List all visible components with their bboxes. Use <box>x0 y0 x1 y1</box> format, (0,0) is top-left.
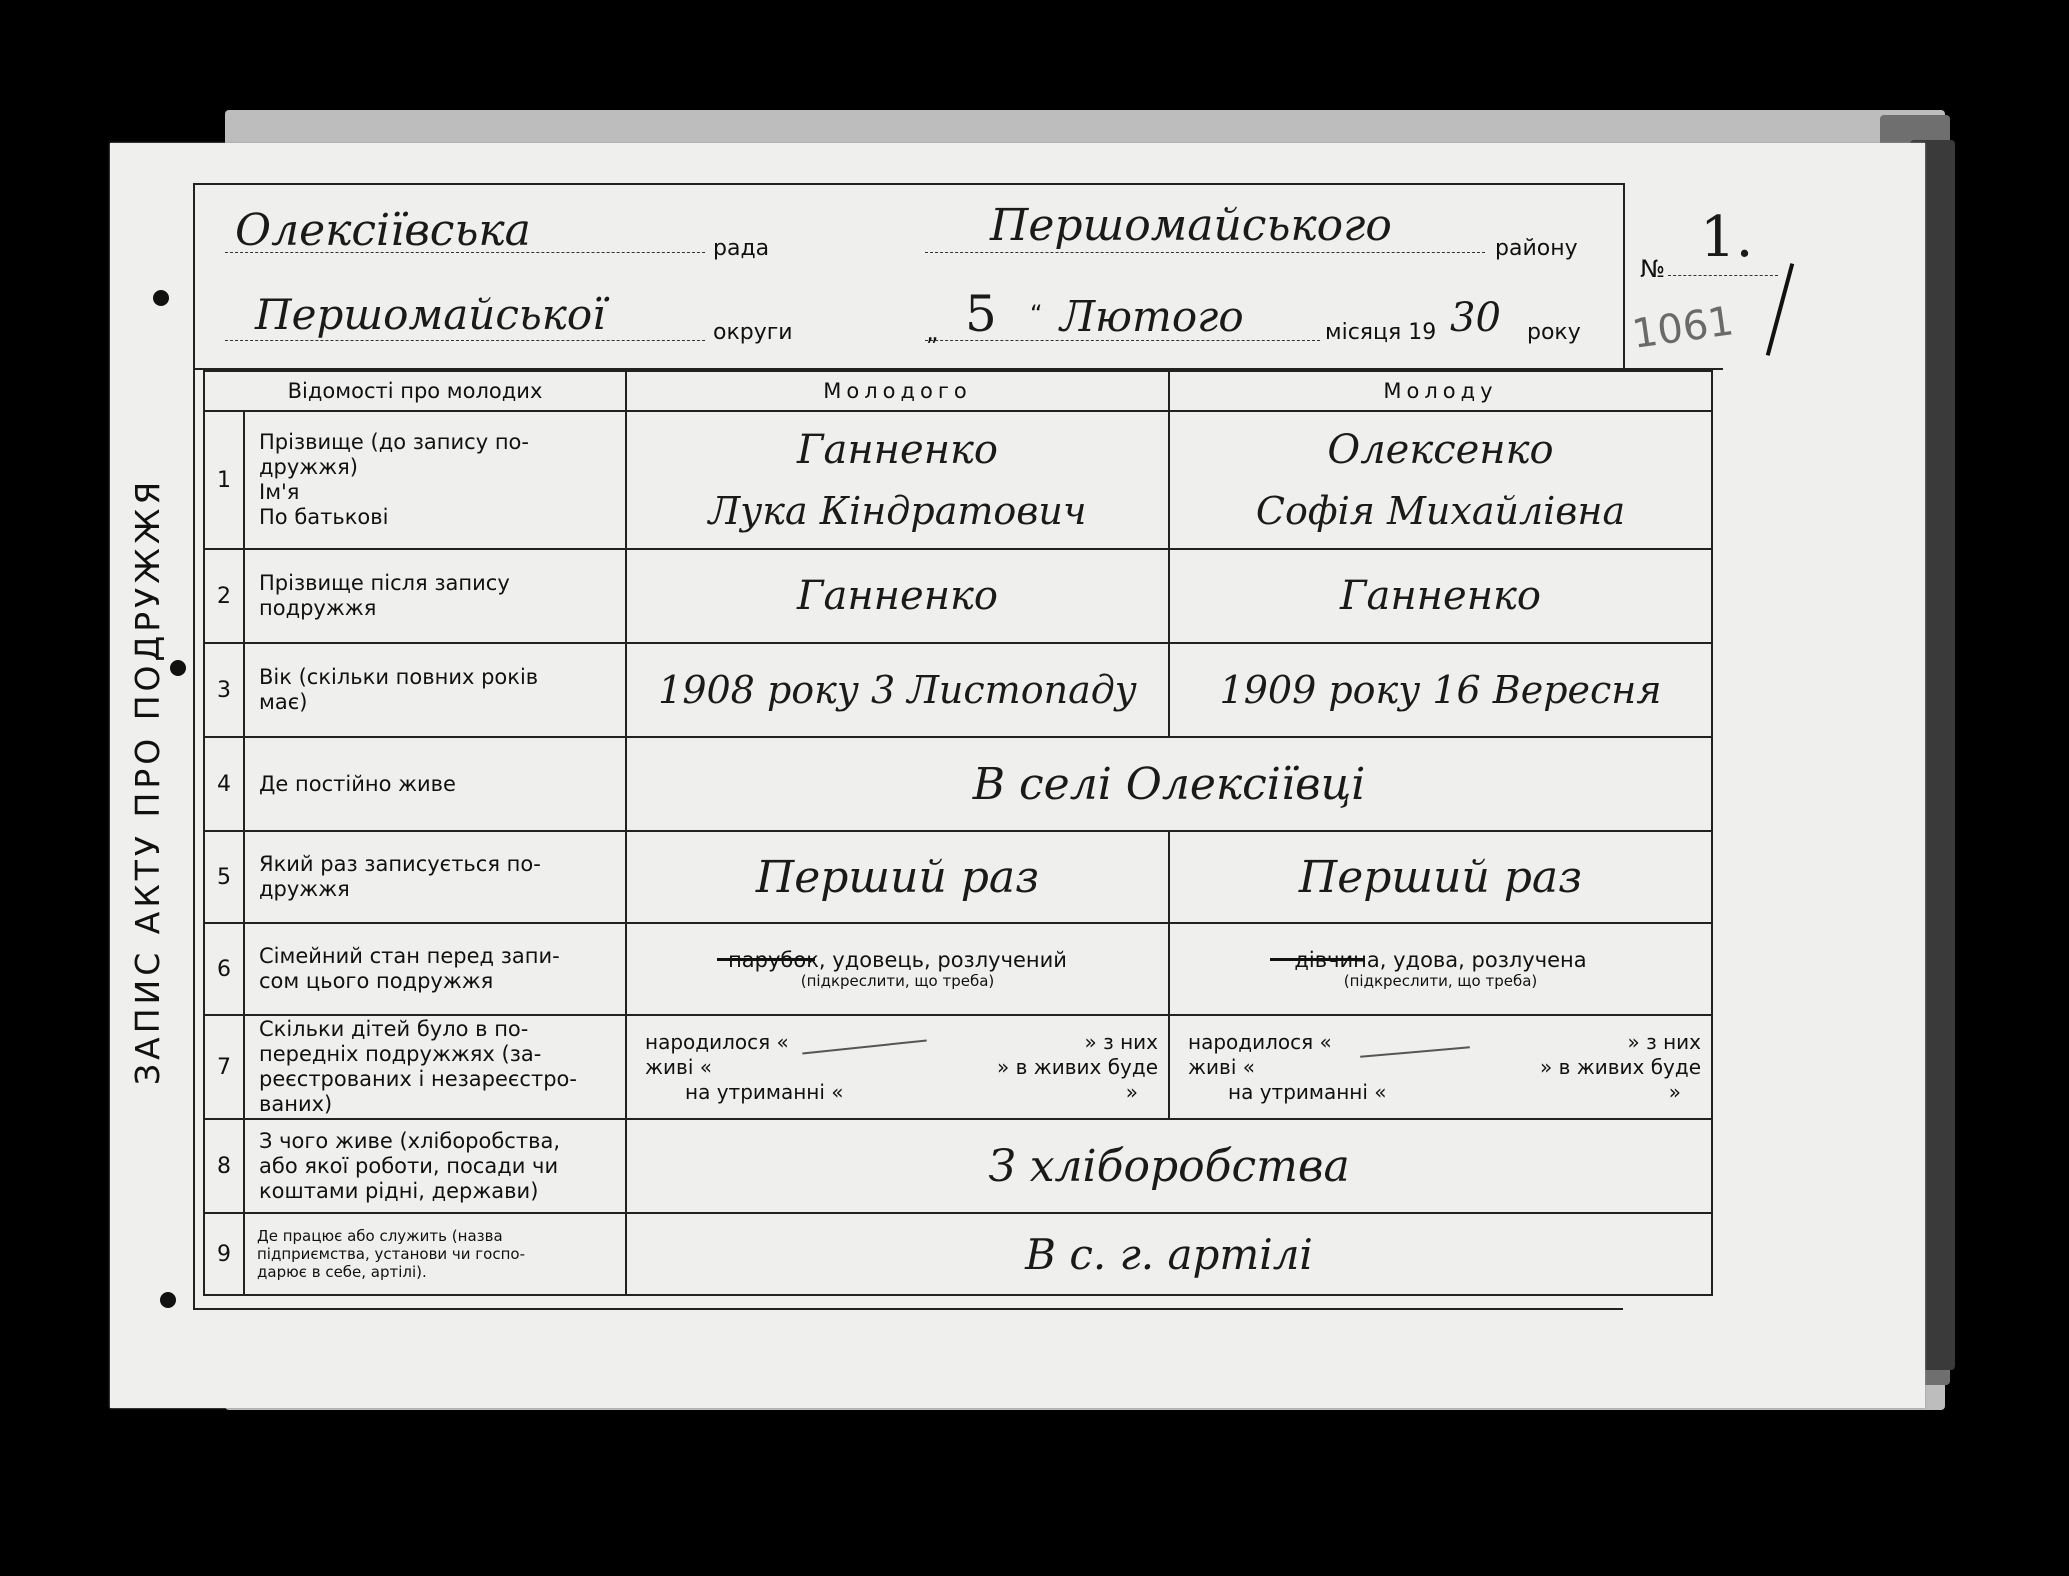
kids-alive2-label: » в живих буде <box>996 1054 1159 1079</box>
kids-alive2-label: » в живих буде <box>1539 1054 1702 1079</box>
okruha-label: округи <box>713 320 793 345</box>
kids-alive-label: живі « <box>645 1054 712 1079</box>
label-line: По батькові <box>259 505 389 529</box>
record-table <box>203 370 1724 1296</box>
rada-line <box>225 252 705 253</box>
stamp-number: 1061 <box>1629 298 1737 358</box>
date-day: 5 <box>965 285 997 343</box>
punch-hole <box>160 1292 176 1308</box>
quote-open: „ <box>926 318 939 346</box>
groom-new-surname: Ганненко <box>626 549 1169 643</box>
bride-firstname: Софія Михайлівна <box>1255 489 1626 533</box>
row-label <box>244 1119 626 1213</box>
bride-status-text: дівчина, удова, розлучена <box>1294 948 1587 972</box>
vertical-title: ЗАПИС АКТУ ПРО ПОДРУЖЖЯ <box>128 477 167 1085</box>
punch-hole <box>153 290 169 306</box>
okruha-value: Першомайської <box>255 290 606 339</box>
row-label <box>244 1213 626 1295</box>
kids-support-label: на утриманні « <box>685 1079 844 1104</box>
number-label: № <box>1640 255 1665 283</box>
label-line: підприємства, установи чи госпо- <box>257 1245 526 1263</box>
groom-marriage-count: Перший раз <box>626 831 1169 923</box>
label-line: Вік (скільки повних років <box>259 665 539 689</box>
label-line: З чого живе (хліборобства, <box>259 1128 560 1153</box>
status-hint: (підкреслити, що треба) <box>1343 972 1538 990</box>
label-line: Прізвище (до запису по- <box>259 430 529 454</box>
label-line: передніх подружжях (за- <box>259 1042 542 1066</box>
label-line: сом цього подружжя <box>259 969 494 993</box>
row-label <box>244 643 626 737</box>
row-number: 5 <box>204 831 244 923</box>
groom-children <box>626 1015 1169 1119</box>
groom-status-options <box>626 923 1169 1015</box>
row-label <box>244 411 626 549</box>
raion-value: Першомайського <box>990 200 1392 251</box>
table-row <box>204 549 1724 643</box>
label-line: дарює в себе, артілі). <box>257 1263 427 1281</box>
kids-of-them-label: » з них <box>1084 1029 1159 1054</box>
kids-close-label: » <box>1668 1079 1682 1104</box>
row-number: 9 <box>204 1213 244 1295</box>
groom-surname: Ганненко <box>797 427 999 473</box>
rada-value: Олексіївська <box>235 205 531 256</box>
table-row <box>204 737 1724 831</box>
label-line: Скільки дітей було в по- <box>259 1017 529 1041</box>
quote-close: “ <box>1030 300 1043 328</box>
bride-children <box>1169 1015 1712 1119</box>
residence: В селі Олексіївці <box>626 737 1712 831</box>
month-label: місяця 19 <box>1325 320 1437 345</box>
bride-marriage-count: Перший раз <box>1169 831 1712 923</box>
kids-support-label: на утриманні « <box>1228 1079 1387 1104</box>
kids-alive-label: живі « <box>1188 1054 1255 1079</box>
groom-status-text: парубок, удовець, розлучений <box>728 948 1067 972</box>
row-label <box>244 737 626 831</box>
right-margin <box>1712 371 1724 1295</box>
okruha-line <box>225 340 705 341</box>
label-line: Ім'я <box>259 480 300 504</box>
label-line: Прізвище після запису <box>259 571 510 595</box>
table-row <box>204 923 1724 1015</box>
table-row <box>204 1119 1724 1213</box>
raion-label: району <box>1495 236 1578 261</box>
label-line: реєстрованих і незареєстро- <box>259 1067 577 1091</box>
raion-line <box>925 252 1485 253</box>
year-value: 30 <box>1450 295 1501 341</box>
row-label <box>244 1015 626 1119</box>
row-label <box>244 831 626 923</box>
label-line: ваних) <box>259 1092 333 1116</box>
date-month: Лютого <box>1060 292 1244 341</box>
livelihood: З хліборобства <box>626 1119 1712 1213</box>
row-number: 1 <box>204 411 244 549</box>
label-line: Де працює або служить (назва <box>257 1227 503 1245</box>
col-header-info: Відомості про молодих <box>204 371 626 411</box>
label-line: має) <box>259 690 308 714</box>
kids-born-label: народилося « <box>1188 1029 1332 1054</box>
col-header-groom: Молодого <box>626 371 1169 411</box>
label-line: дружжя) <box>259 455 358 479</box>
row-number: 8 <box>204 1119 244 1213</box>
label-line: Який раз записується по- <box>259 852 541 876</box>
label-line: або якої роботи, посади чи <box>259 1153 559 1178</box>
label-line: Де постійно живе <box>259 771 456 796</box>
rada-label: рада <box>713 236 770 261</box>
kids-born-label: народилося « <box>645 1029 789 1054</box>
status-hint: (підкреслити, що треба) <box>800 972 995 990</box>
table-row <box>204 1015 1724 1119</box>
row-number: 6 <box>204 923 244 1015</box>
row-label <box>244 549 626 643</box>
underline-mark <box>1270 958 1365 961</box>
table-row <box>204 1213 1724 1295</box>
bride-surname: Олексенко <box>1327 427 1554 473</box>
label-line: дружжя <box>259 877 350 901</box>
row-number: 2 <box>204 549 244 643</box>
bride-new-surname: Ганненко <box>1169 549 1712 643</box>
bride-birth: 1909 року 16 Вересня <box>1169 643 1712 737</box>
label-line: Сімейний стан перед запи- <box>259 944 560 968</box>
table-row <box>204 643 1724 737</box>
col-header-bride: Молоду <box>1169 371 1712 411</box>
row-number: 4 <box>204 737 244 831</box>
groom-birth: 1908 року 3 Листопаду <box>626 643 1169 737</box>
row-number: 3 <box>204 643 244 737</box>
workplace: В с. г. артілі <box>626 1213 1712 1295</box>
label-line: коштами рідні, держави) <box>259 1178 539 1203</box>
date-line <box>925 340 1320 341</box>
table-row <box>204 411 1724 549</box>
label-line: подружжя <box>259 596 377 620</box>
number-value: 1. <box>1700 205 1754 270</box>
punch-hole <box>170 660 186 676</box>
row-number: 7 <box>204 1015 244 1119</box>
groom-firstname: Лука Кіндратович <box>708 489 1087 533</box>
number-line <box>1668 275 1778 276</box>
bride-name-cell <box>1169 411 1712 549</box>
underline-mark <box>717 958 815 961</box>
kids-of-them-label: » з них <box>1627 1029 1702 1054</box>
table-row <box>204 831 1724 923</box>
year-label: року <box>1527 320 1581 345</box>
header-divider <box>1623 183 1625 368</box>
row-label <box>244 923 626 1015</box>
bride-status-options <box>1169 923 1712 1015</box>
kids-close-label: » <box>1125 1079 1139 1104</box>
groom-name-cell <box>626 411 1169 549</box>
